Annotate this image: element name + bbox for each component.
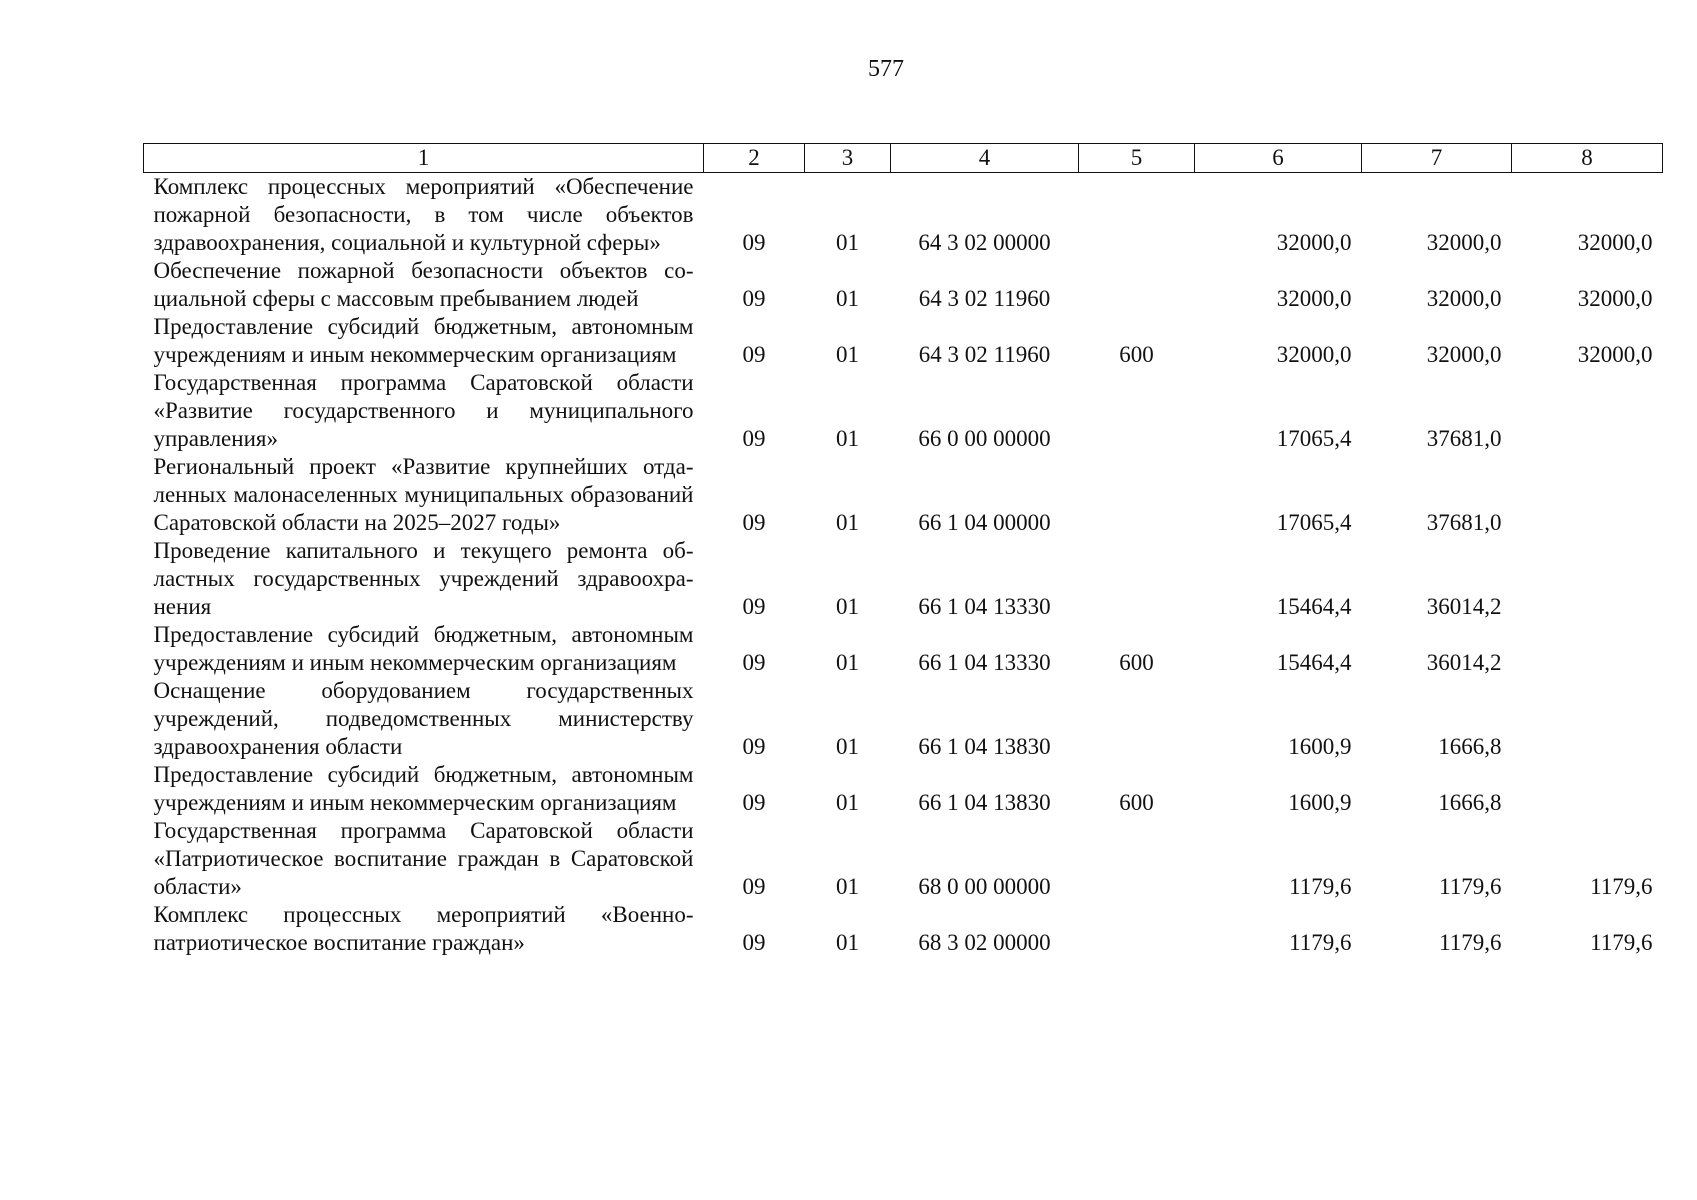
row-target-code: 66 1 04 13330	[918, 594, 1051, 619]
row-value-col6: 32000,0	[1276, 230, 1352, 255]
row-subsection: 01	[836, 342, 859, 367]
row-value-col8	[1512, 537, 1663, 621]
row-value-col6: 1179,6	[1289, 930, 1352, 955]
row-expense-type: 600	[1119, 790, 1154, 815]
row-value-col7: 1666,8	[1438, 790, 1502, 815]
row-expense-type	[1079, 369, 1195, 453]
row-value-col7: 37681,0	[1426, 426, 1502, 451]
row-name: Региональный проект «Развитие крупнейших отдаленных малонаселенных муниципальных образований Саратовской области на 2025–2027 годы»	[153, 454, 694, 535]
row-value-col8	[1512, 453, 1663, 537]
table-row	[144, 621, 1663, 677]
row-value-col8	[1512, 369, 1663, 453]
table-header-row	[144, 144, 1663, 173]
table-row	[144, 901, 1663, 957]
row-expense-type	[1079, 901, 1195, 957]
row-value-col7: 32000,0	[1426, 342, 1502, 367]
row-section: 09	[742, 650, 766, 675]
row-value-col8: 1179,6	[1590, 874, 1653, 899]
row-target-code: 64 3 02 00000	[918, 230, 1051, 255]
row-target-code: 68 3 02 00000	[918, 930, 1051, 955]
column-header-4: 4	[891, 144, 1079, 173]
row-value-col8: 32000,0	[1577, 286, 1653, 311]
row-section: 09	[742, 510, 766, 535]
row-value-col6: 17065,4	[1276, 510, 1352, 535]
row-target-code: 64 3 02 11960	[918, 286, 1051, 311]
row-subsection: 01	[836, 230, 859, 255]
row-value-col8: 32000,0	[1577, 342, 1653, 367]
row-name: Проведение капитального и текущего ремонта областных государственных учреждений здравоохранения	[153, 538, 694, 619]
table-row	[144, 257, 1663, 313]
row-name: Комплекс процессных мероприятий «Обеспечение пожарной безопасности, в том числе объектов здравоохранения, социальной и культурной сферы»	[153, 174, 694, 255]
row-expense-type	[1079, 677, 1195, 761]
row-subsection: 01	[836, 874, 859, 899]
row-value-col7: 36014,2	[1426, 650, 1502, 675]
column-header-1: 1	[144, 144, 704, 173]
row-section: 09	[742, 734, 766, 759]
row-value-col6: 1600,9	[1288, 790, 1352, 815]
row-value-col8	[1512, 621, 1663, 677]
row-section: 09	[742, 286, 766, 311]
column-header-5: 5	[1079, 144, 1195, 173]
row-expense-type: 600	[1119, 650, 1154, 675]
row-subsection: 01	[836, 426, 859, 451]
table-row	[144, 537, 1663, 621]
row-expense-type	[1079, 537, 1195, 621]
row-expense-type	[1079, 817, 1195, 901]
row-value-col6: 15464,4	[1276, 650, 1352, 675]
row-section: 09	[742, 790, 766, 815]
table-row	[144, 173, 1663, 258]
row-value-col7: 36014,2	[1426, 594, 1502, 619]
row-value-col7: 1666,8	[1438, 734, 1502, 759]
row-value-col8	[1512, 677, 1663, 761]
row-value-col6: 1600,9	[1288, 734, 1352, 759]
row-subsection: 01	[836, 734, 859, 759]
row-name: Предоставление субсидий бюджетным, автономным учреждениям и иным некоммерческим организациям	[153, 314, 694, 367]
row-section: 09	[742, 342, 766, 367]
budget-table	[143, 143, 1663, 957]
row-section: 09	[742, 426, 766, 451]
row-expense-type: 600	[1119, 342, 1154, 367]
row-name: Предоставление субсидий бюджетным, автономным учреждениям и иным некоммерческим организациям	[153, 622, 694, 675]
row-value-col7: 37681,0	[1426, 510, 1502, 535]
row-subsection: 01	[836, 790, 859, 815]
row-value-col6: 32000,0	[1276, 286, 1352, 311]
table-row	[144, 453, 1663, 537]
row-target-code: 68 0 00 00000	[918, 874, 1051, 899]
row-value-col7: 32000,0	[1426, 286, 1502, 311]
column-header-7: 7	[1362, 144, 1512, 173]
row-section: 09	[742, 594, 766, 619]
row-subsection: 01	[836, 594, 859, 619]
row-name: Государственная программа Саратовской области «Патриотическое воспитание граждан в Саратовской области»	[153, 818, 694, 899]
row-value-col8: 1179,6	[1590, 930, 1653, 955]
row-target-code: 66 1 04 13330	[918, 650, 1051, 675]
table-row	[144, 369, 1663, 453]
page-number: 577	[868, 56, 904, 82]
row-name: Государственная программа Саратовской области «Развитие государственного и муниципального управления»	[153, 370, 694, 451]
row-target-code: 64 3 02 11960	[918, 342, 1051, 367]
row-value-col7: 1179,6	[1439, 874, 1502, 899]
row-name: Обеспечение пожарной безопасности объектов социальной сферы с массовым пребыванием людей	[153, 258, 694, 311]
column-header-3: 3	[805, 144, 891, 173]
row-name: Предоставление субсидий бюджетным, автономным учреждениям и иным некоммерческим организациям	[153, 762, 694, 815]
row-expense-type	[1079, 257, 1195, 313]
table-row	[144, 313, 1663, 369]
row-value-col7: 1179,6	[1439, 930, 1502, 955]
row-subsection: 01	[836, 286, 859, 311]
row-value-col7: 32000,0	[1426, 230, 1502, 255]
row-target-code: 66 1 04 13830	[918, 790, 1051, 815]
table-row	[144, 677, 1663, 761]
row-section: 09	[742, 874, 766, 899]
column-header-8: 8	[1512, 144, 1663, 173]
row-name: Комплекс процессных мероприятий «Военно-патриотическое воспитание граждан»	[153, 902, 694, 955]
row-subsection: 01	[836, 510, 859, 535]
row-value-col6: 15464,4	[1276, 594, 1352, 619]
row-subsection: 01	[836, 650, 859, 675]
row-name: Оснащение оборудованием государственных учреждений, подведомственных министерству здравоохранения области	[153, 678, 694, 759]
table-row	[144, 817, 1663, 901]
row-target-code: 66 1 04 13830	[918, 734, 1051, 759]
row-section: 09	[742, 930, 766, 955]
row-expense-type	[1079, 453, 1195, 537]
row-value-col6: 17065,4	[1276, 426, 1352, 451]
table-row	[144, 761, 1663, 817]
row-section: 09	[742, 230, 766, 255]
row-subsection: 01	[836, 930, 859, 955]
row-target-code: 66 0 00 00000	[918, 426, 1051, 451]
row-value-col8: 32000,0	[1577, 230, 1653, 255]
row-target-code: 66 1 04 00000	[918, 510, 1051, 535]
column-header-2: 2	[704, 144, 805, 173]
row-value-col8	[1512, 761, 1663, 817]
row-value-col6: 32000,0	[1276, 342, 1352, 367]
row-expense-type	[1079, 173, 1195, 258]
column-header-6: 6	[1195, 144, 1362, 173]
row-value-col6: 1179,6	[1289, 874, 1352, 899]
